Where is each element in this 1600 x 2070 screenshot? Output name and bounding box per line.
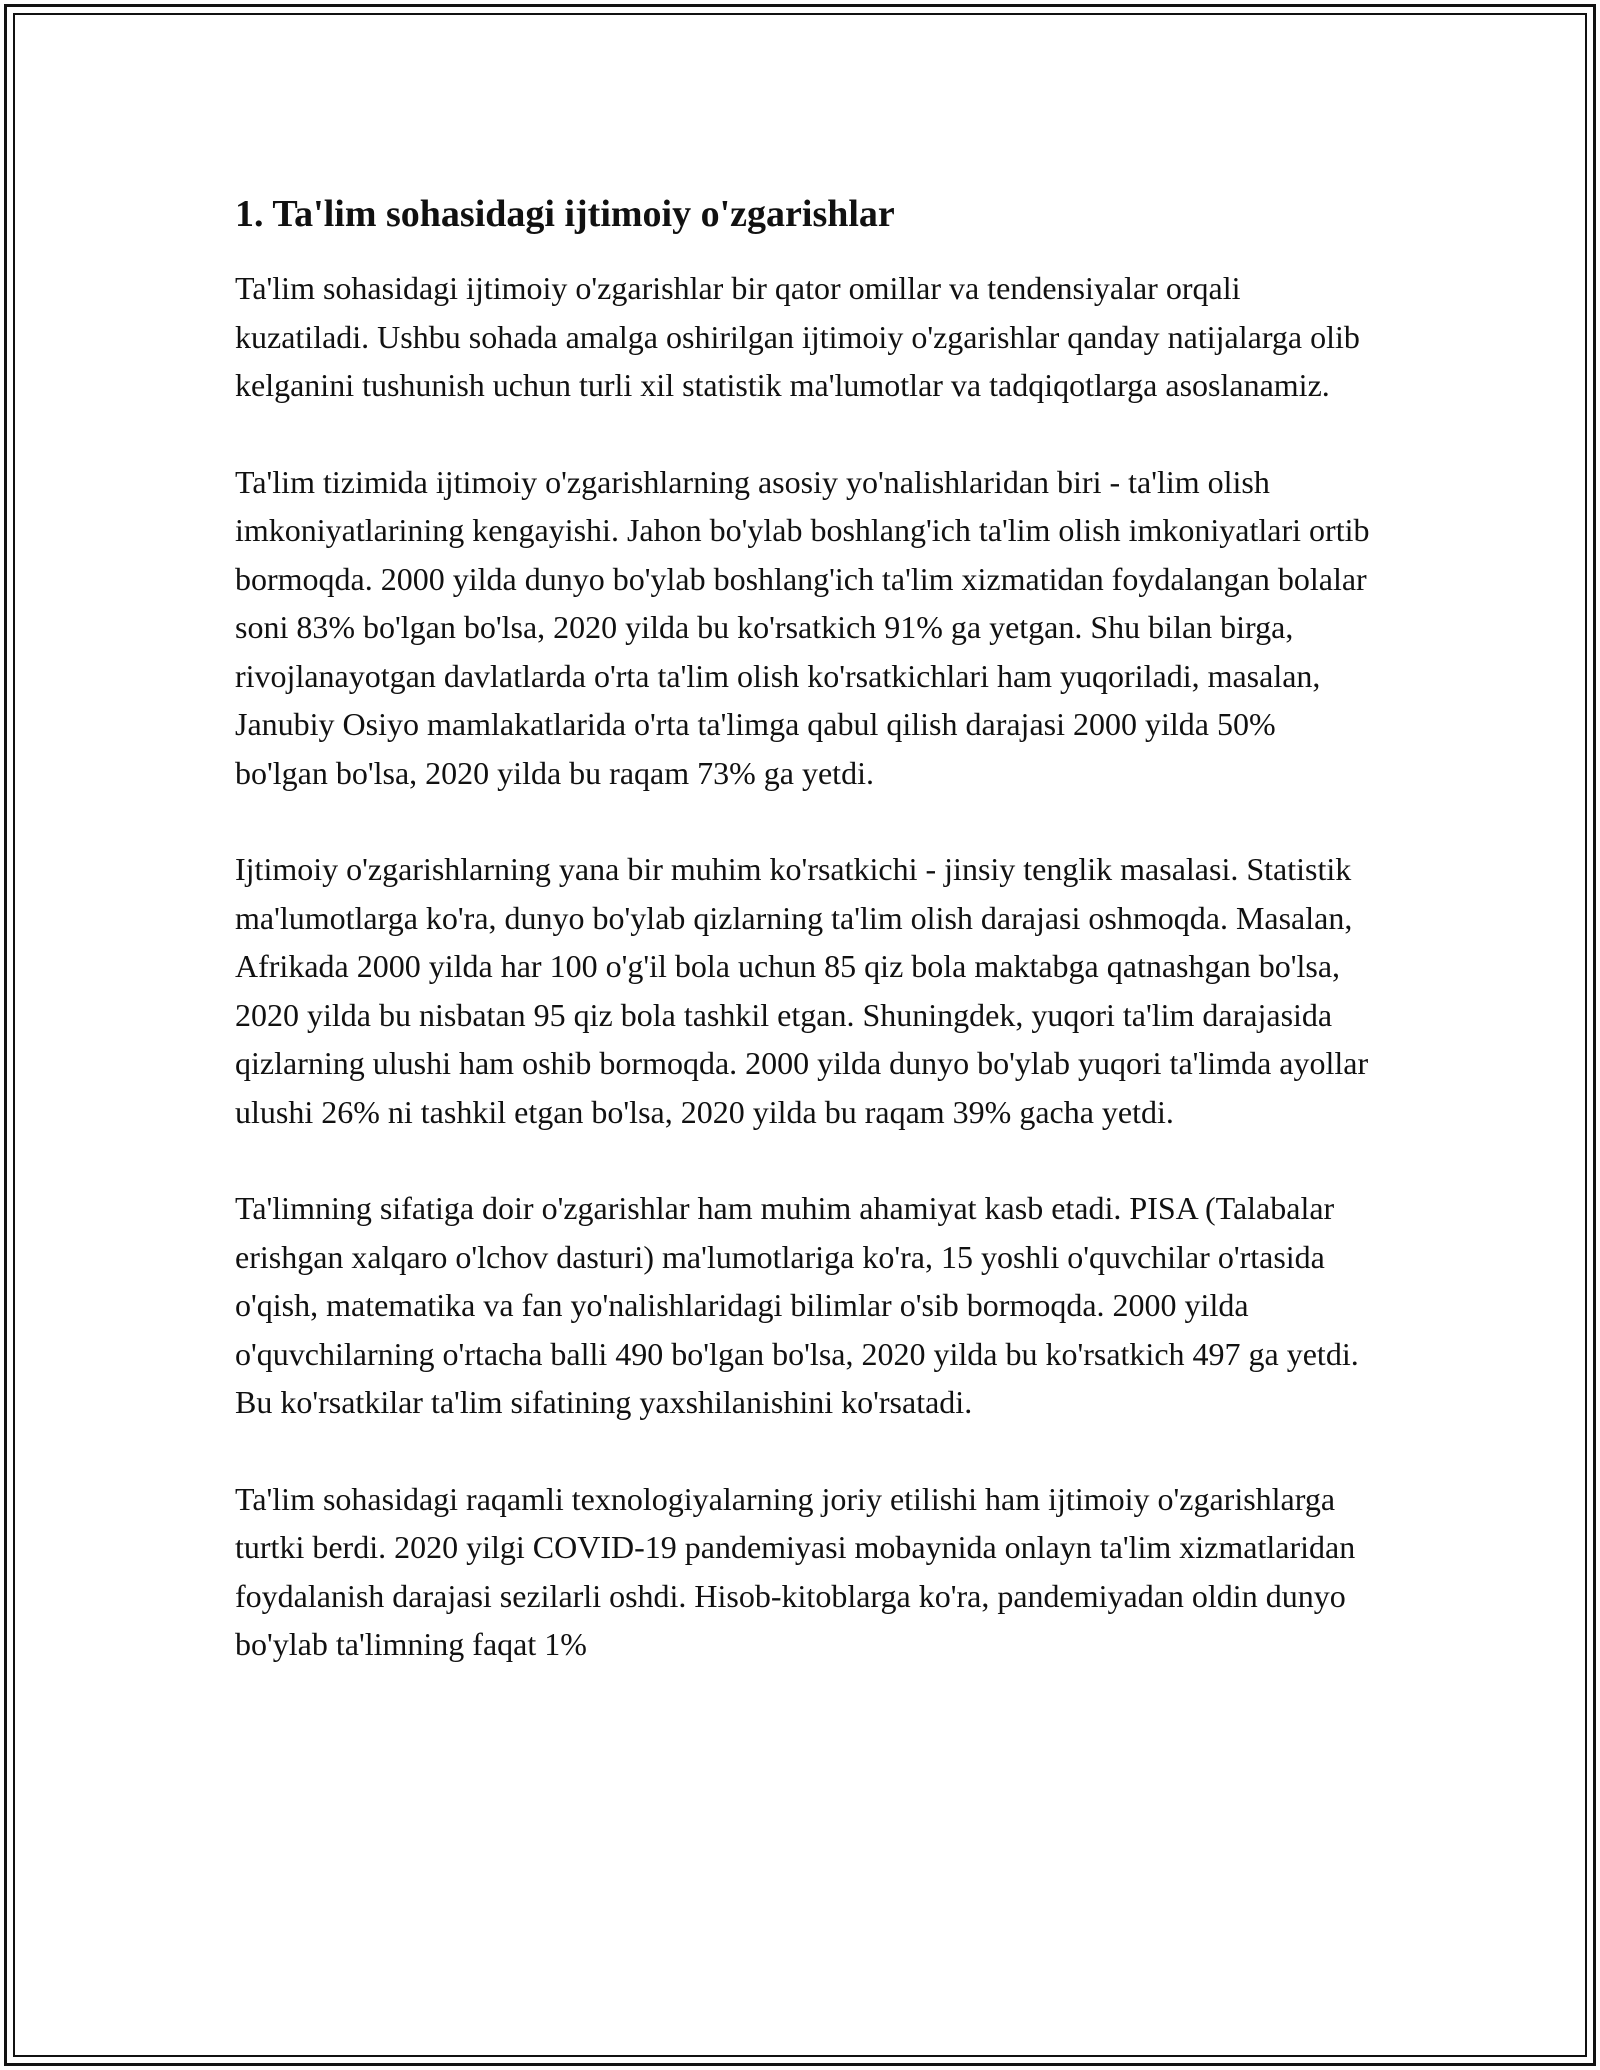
paragraph-3: Ijtimoiy o'zgarishlarning yana bir muhim ko'rsatkichi - jinsiy tenglik masalasi. Statistik ma'lumotlarga ko'ra, dunyo bo'ylab qizlarning ta'lim olish darajasi oshmoqda. Masalan, Afrikada 2000 yilda har 100 o'g'il bola uchun 85 qiz bola maktabga qatnashgan bo'lsa, 2020 yilda bu nisbatan 95 qiz bola tashkil etgan. Shuningdek, yuqori ta'lim darajasida qizlarning ulushi ham oshib bormoqda. 2000 yilda dunyo bo'ylab yuqori ta'limda ayollar ulushi 26% ni tashkil etgan bo'lsa, 2020 yilda bu raqam 39% gacha yetdi. xyxy=(235,851,1369,1130)
paragraph-1: Ta'lim sohasidagi ijtimoiy o'zgarishlar bir qator omillar va tendensiyalar orqali kuzatiladi. Ushbu sohada amalga oshirilgan ijtimoiy o'zgarishlar qanday natijalarga olib kelganini tushunish uchun turli xil statistik ma'lumotlar va tadqiqotlarga asoslanamiz. xyxy=(235,270,1360,403)
paragraph-5: Ta'lim sohasidagi raqamli texnologiyalarning joriy etilishi ham ijtimoiy o'zgarishlarga turtki berdi. 2020 yilgi COVID-19 pandemiyasi mobaynida onlayn ta'lim xizmatlaridan foydalanish darajasi sezilarli oshdi. Hisob-kitoblarga ko'ra, pandemiyadan oldin dunyo bo'ylab ta'limning faqat 1% xyxy=(235,1480,1356,1662)
paragraph-2: Ta'lim tizimida ijtimoiy o'zgarishlarning asosiy yo'nalishlaridan biri - ta'lim olish imkoniyatlarining kengayishi. Jahon bo'ylab boshlang'ich ta'lim olish imkoniyatlari ortib bormoqda. 2000 yilda dunyo bo'ylab boshlang'ich ta'lim xizmatidan foydalangan bolalar soni 83% bo'lgan bo'lsa, 2020 yilda bu ko'rsatkich 91% ga yetgan. Shu bilan birga, rivojlanayotgan davlatlarda o'rta ta'lim olish ko'rsatkichlari ham yuqoriladi, masalan, Janubiy Osiyo mamlakatlarida o'rta ta'limga qabul qilish darajasi 2000 yilda 50% bo'lgan bo'lsa, 2020 yilda bu raqam 73% ga yetdi. xyxy=(235,463,1370,791)
document-body xyxy=(235,188,1370,1717)
section-heading: 1. Ta'lim sohasidagi ijtimoiy o'zgarishlar xyxy=(235,193,895,235)
paragraph-4: Ta'limning sifatiga doir o'zgarishlar ham muhim ahamiyat kasb etadi. PISA (Talabalar erishgan xalqaro o'lchov dasturi) ma'lumotlariga ko'ra, 15 yoshli o'quvchilar o'rtasida o'qish, matematika va fan yo'nalishlaridagi bilimlar o'sib bormoqda. 2000 yilda o'quvchilarning o'rtacha balli 490 bo'lgan bo'lsa, 2020 yilda bu ko'rsatkich 497 ga yetdi. Bu ko'rsatkilar ta'lim sifatining yaxshilanishini ko'rsatadi. xyxy=(235,1190,1359,1420)
